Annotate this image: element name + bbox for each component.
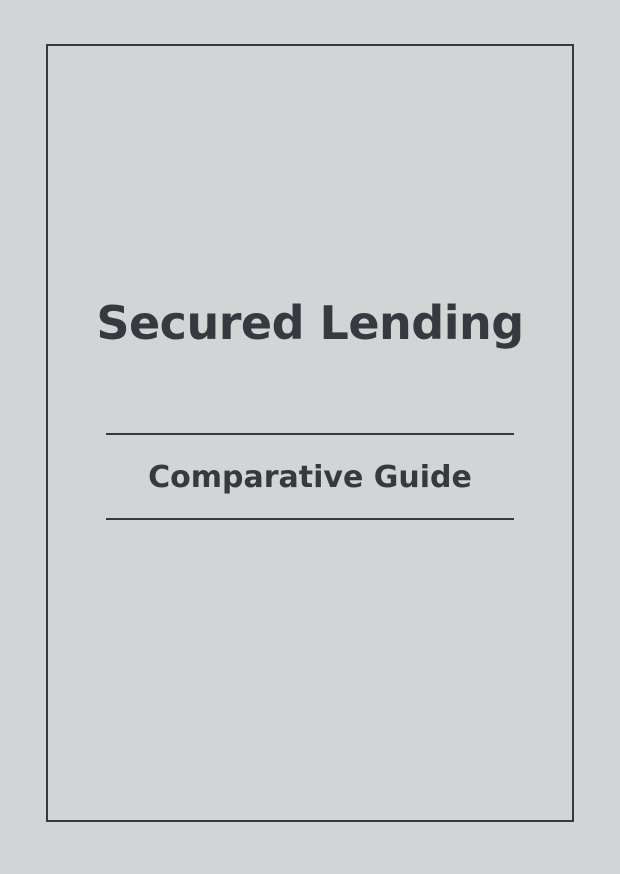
page-subtitle: Comparative Guide <box>148 459 472 495</box>
document-page <box>46 44 574 822</box>
cover-block <box>48 298 572 520</box>
divider-below-subtitle <box>106 518 514 520</box>
page-title: Secured Lending <box>96 296 524 350</box>
